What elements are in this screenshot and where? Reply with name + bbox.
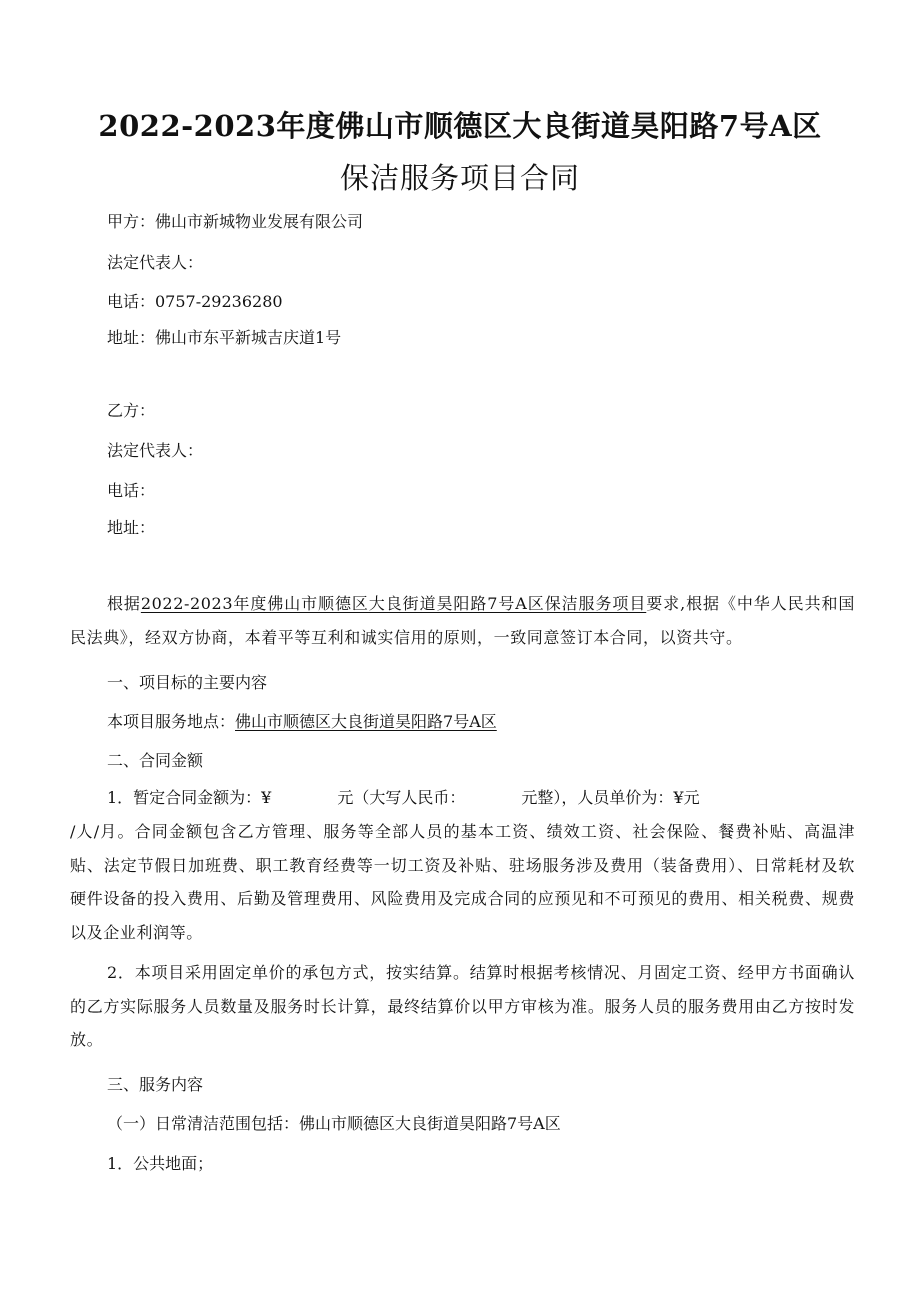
party-a-address: 地址：佛山市东平新城吉庆道1号 <box>107 328 342 347</box>
section2-heading: 二、合同金额 <box>107 751 204 770</box>
intro-post: 要求,根据《中华人民共和国民法典》，经双方协商，本着平等互利和诚实信用的原则，一致同意签订本合同，以资共守。 <box>70 594 856 647</box>
section1-heading: 一、项目标的主要内容 <box>107 673 268 692</box>
cleaning-item-1: 1．公共地面； <box>107 1154 214 1173</box>
intro-pre: 根据 <box>107 594 141 613</box>
unit-price-label: 元整），人员单价为：¥元 <box>521 788 700 807</box>
party-b-address: 地址： <box>107 518 156 537</box>
service-location-value: 佛山市顺德区大良街道昊阳路7号A区 <box>235 712 497 731</box>
amount-scope-paragraph: /人/月。合同金额包含乙方管理、服务等全部人员的基本工资、绩效工资、社会保险、餐费补贴、高温津贴、法定节假日加班费、职工教育经费等一切工资及补贴、驻场服务涉及费用（装备费用）、日常耗材及软硬件设备的投入费用、后勤及管理费用、风险费用及完成合同的应预见和不可预见的费用、相关税费、规费以及企业利润等。 <box>70 822 855 942</box>
amount-label: 1．暂定合同金额为：¥ <box>107 788 272 807</box>
service-location <box>107 711 497 733</box>
party-b-rep: 法定代表人： <box>107 441 204 460</box>
party-a-phone: 电话：0757-29236280 <box>107 292 283 311</box>
intro-project-name: 2022-2023年度佛山市顺德区大良街道昊阳路7号A区保洁服务项目 <box>140 594 647 613</box>
section3-heading: 三、服务内容 <box>107 1075 204 1094</box>
party-b-name: 乙方： <box>107 401 156 420</box>
party-b-phone: 电话： <box>107 481 156 500</box>
party-a-name: 甲方：佛山市新城物业发展有限公司 <box>107 212 364 231</box>
amount-upper-label: 元（大写人民币： <box>337 788 466 807</box>
settlement-paragraph: 2．本项目采用固定单价的承包方式，按实结算。结算时根据考核情况、月固定工资、经甲方书面确认的乙方实际服务人员数量及服务时长计算，最终结算价以甲方审核为准。服务人员的服务费用由乙方按时发放。 <box>70 963 855 1049</box>
amount-line <box>107 787 700 809</box>
cleaning-scope: （一）日常清洁范围包括：佛山市顺德区大良街道昊阳路7号A区 <box>107 1114 561 1133</box>
contract-title-line1: 2022-2023年度佛山市顺德区大良街道昊阳路7号A区 <box>98 109 822 143</box>
intro-paragraph <box>70 587 855 654</box>
service-location-label: 本项目服务地点： <box>107 712 236 731</box>
contract-title-line2: 保洁服务项目合同 <box>339 161 580 195</box>
party-a-rep: 法定代表人： <box>107 253 204 272</box>
